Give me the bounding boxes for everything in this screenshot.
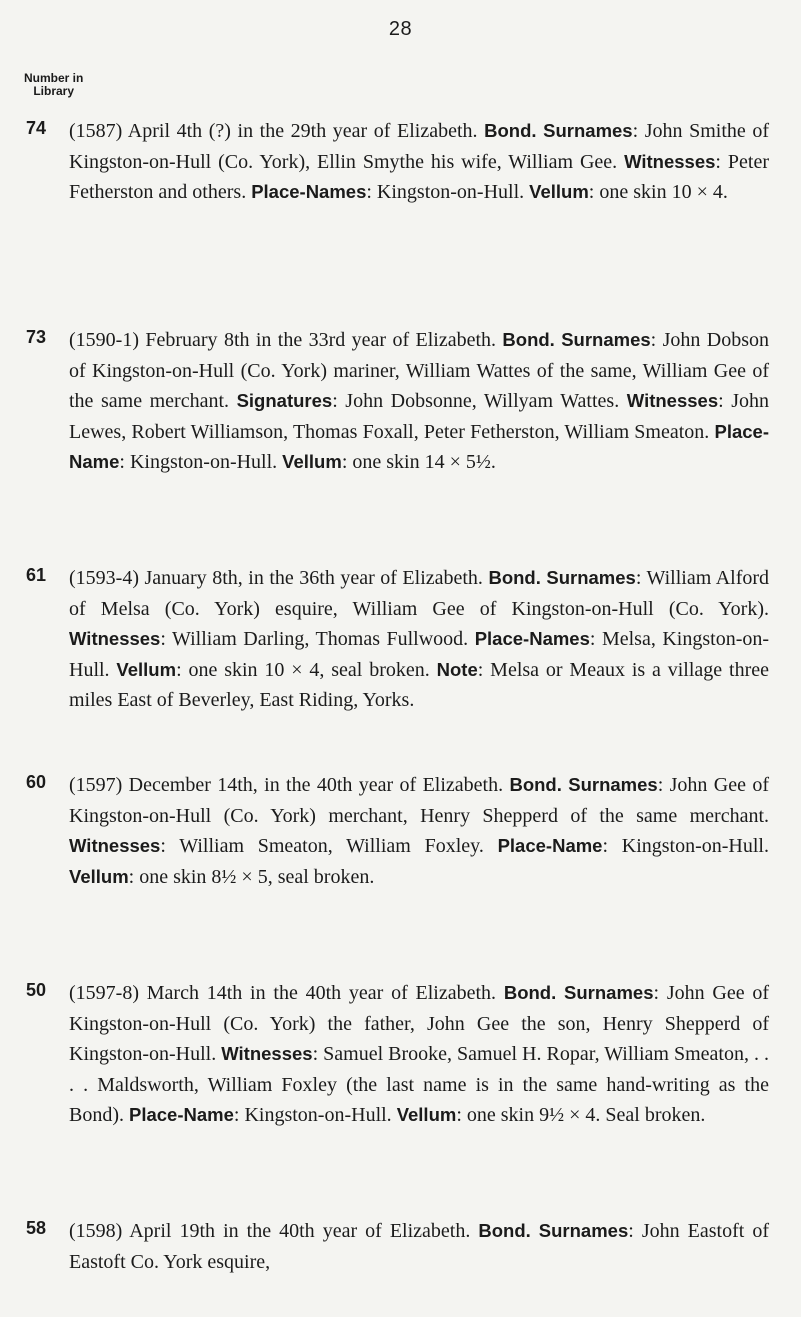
field-text: : John Dobsonne, Willyam Wattes. [332, 390, 627, 412]
field-text: : William Smeaton, William Foxley. [160, 835, 498, 857]
library-number: 60 [26, 772, 47, 792]
field-text: : John Dobson of Kingston-on-Hull (Co. York) mariner, William Wattes of the same, William Gee of the same merchant. [69, 329, 769, 412]
field-label: Bond. [502, 329, 555, 350]
entry-text [69, 563, 769, 716]
field-text: (1587) April 4th (?) in the 29th year of Elizabeth. [69, 120, 485, 142]
library-number: 73 [26, 327, 47, 347]
field-text: : one skin 10 × 4. [588, 181, 728, 203]
field-text: : John Gee of Kingston-on-Hull (Co. York) the father, John Gee the son, Henry Shepperd of Kingston-on-Hull. [69, 982, 770, 1065]
field-label: Witnesses [69, 628, 161, 649]
entry-text [69, 116, 769, 208]
field-label: Place-Name [129, 1104, 234, 1125]
field-label: Vellum [529, 181, 589, 202]
field-label: Surnames [561, 329, 651, 350]
margin-label [24, 72, 83, 98]
page-number: 28 [388, 18, 413, 40]
field-label: Note [436, 658, 478, 680]
field-text: : Melsa or Meaux is a village three miles East of Beverley, East Riding, Yorks. [69, 658, 770, 711]
margin-label-line: Library [33, 84, 75, 98]
field-text: : one skin 9½ × 4. Seal broken. [456, 1104, 706, 1126]
field-label: Witnesses [626, 390, 719, 411]
field-label: Witnesses [221, 1043, 313, 1064]
field-text [531, 1220, 539, 1242]
field-text: : Melsa, Kingston-on-Hull. [69, 628, 770, 681]
field-text: : John Eastoft of Eastoft Co. York esquire, [69, 1220, 769, 1273]
field-text: : Kingston-on-Hull. [602, 835, 769, 857]
library-number: 58 [26, 1218, 47, 1238]
field-text: (1590-1) February 8th in the 33rd year of Elizabeth. [69, 329, 503, 351]
field-label: Vellum [116, 658, 177, 680]
field-label: Signatures [236, 390, 333, 411]
field-label: Place-Name [69, 420, 769, 472]
entry-text [69, 325, 769, 478]
field-label: Bond. [509, 774, 562, 795]
field-text [556, 982, 564, 1004]
library-number: 61 [26, 565, 47, 585]
field-text: : William Darling, Thomas Fullwood. [160, 628, 475, 650]
field-text: : one skin 10 × 4, seal broken. [176, 658, 437, 681]
field-text: (1598) April 19th in the 40th year of Elizabeth. [69, 1220, 479, 1242]
field-label: Surnames [538, 1220, 629, 1241]
entry-text [69, 978, 769, 1131]
field-label: Surnames [543, 120, 633, 141]
library-number: 50 [26, 980, 47, 1000]
field-text: : one skin 8½ × 5, seal broken. [128, 865, 375, 888]
field-label: Place-Names [474, 628, 590, 649]
field-text: : William Alford of Melsa (Co. York) esquire, William Gee of Kingston-on-Hull (Co. York). [69, 567, 770, 620]
field-label: Vellum [396, 1104, 457, 1125]
field-label: Bond. [503, 982, 557, 1003]
margin-label-line: Number in [24, 71, 84, 85]
field-label: Bond. [488, 567, 541, 588]
field-text: : John Lewes, Robert Williamson, Thomas Foxall, Peter Fetherston, William Smeaton. [69, 390, 769, 443]
field-label: Bond. [478, 1220, 531, 1241]
field-label: Vellum [282, 451, 342, 472]
field-label: Vellum [69, 865, 129, 887]
field-text: : John Gee of Kingston-on-Hull (Co. York) merchant, Henry Shepperd of the same merchant. [69, 774, 770, 827]
field-label: Surnames [546, 567, 636, 588]
field-label: Place-Name [497, 835, 603, 856]
field-text: : Samuel Brooke, Samuel H. Ropar, William Smeaton, . . . . Maldsworth, William Foxley (the last name is in the same hand-writing as the Bond). [69, 1043, 769, 1126]
entry-text [69, 1216, 769, 1277]
field-label: Surnames [568, 774, 658, 795]
field-text: : Kingston-on-Hull. [119, 451, 283, 473]
entry-text [69, 770, 769, 892]
field-label: Surnames [564, 982, 654, 1003]
field-label: Bond. [484, 120, 537, 141]
field-text: (1593-4) January 8th, in the 36th year of Elizabeth. [69, 567, 489, 589]
field-text: (1597) December 14th, in the 40th year of Elizabeth. [69, 774, 510, 796]
field-text: : John Smithe of Kingston-on-Hull (Co. York), Ellin Smythe his wife, William Gee. [69, 120, 770, 173]
field-text: (1597-8) March 14th in the 40th year of Elizabeth. [69, 982, 504, 1004]
field-text: : Peter Fetherston and others. [69, 150, 770, 203]
field-text: : one skin 14 × 5½. [341, 451, 496, 473]
field-text: : Kingston-on-Hull. [366, 181, 530, 203]
field-label: Witnesses [69, 835, 161, 856]
field-text: : Kingston-on-Hull. [233, 1104, 397, 1126]
field-label: Place-Names [251, 181, 367, 202]
field-label: Witnesses [624, 150, 716, 172]
library-number: 74 [26, 118, 47, 138]
